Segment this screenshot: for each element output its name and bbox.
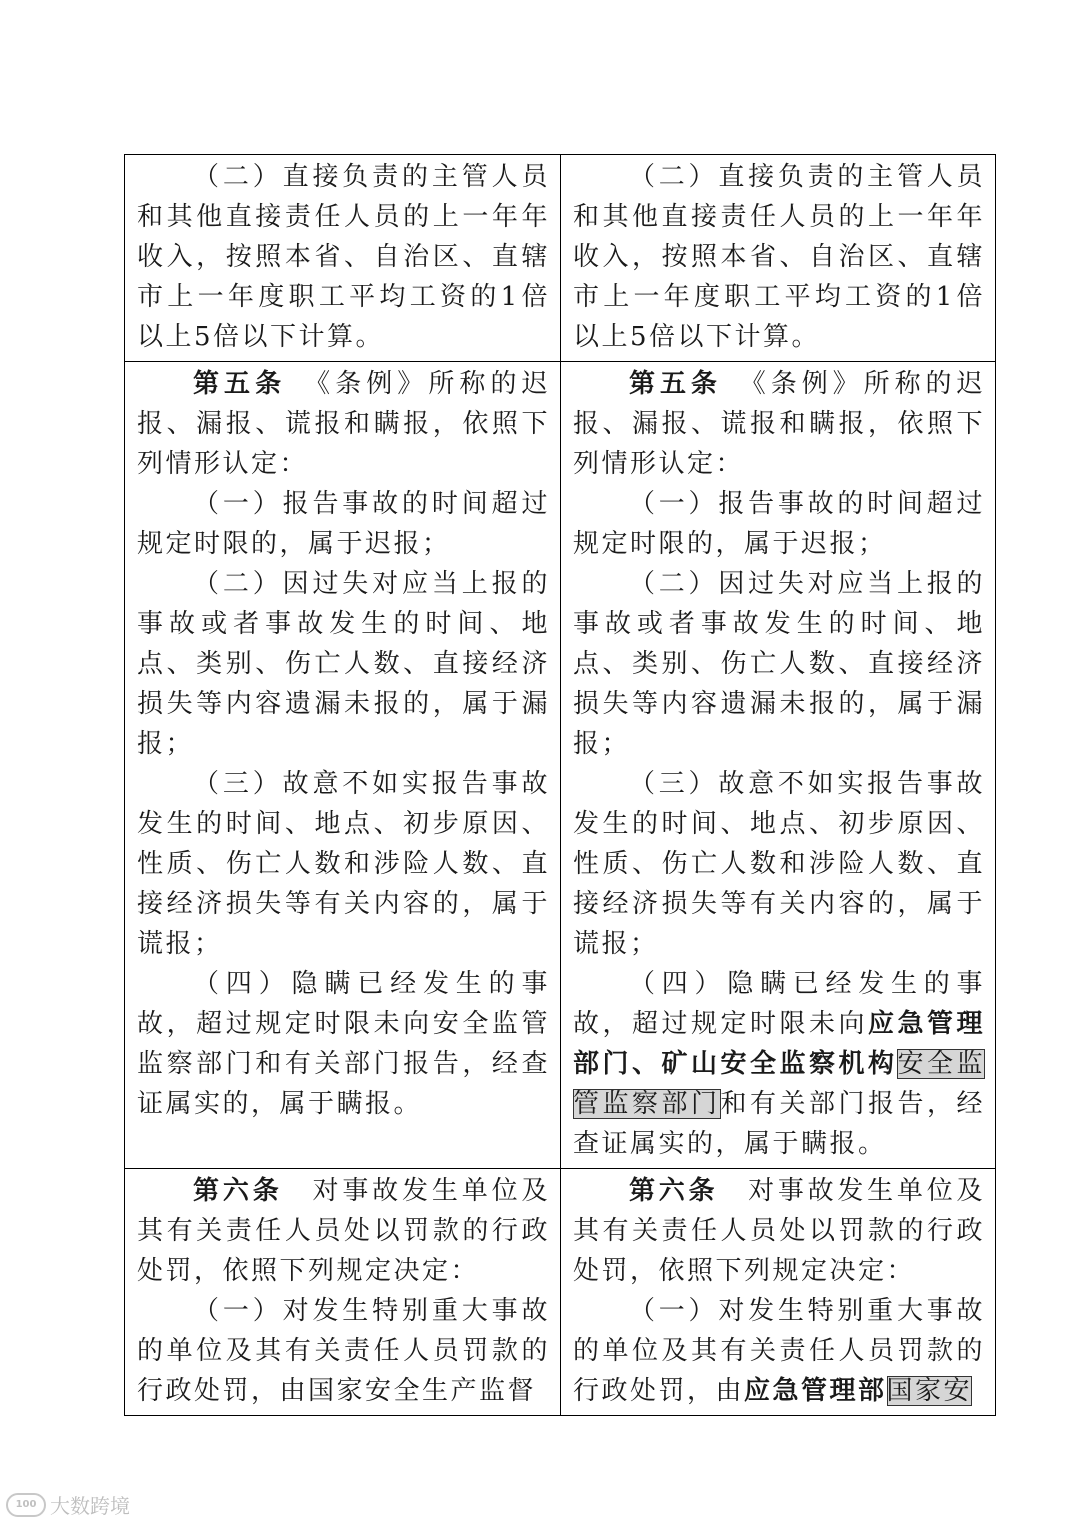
deleted-text: 国家安 bbox=[886, 1376, 973, 1406]
paragraph: （二）因过失对应当上报的事故或者事故发生的时间、地点、类别、伤亡人数、直接经济损失等内容遗漏未报的，属于漏报； bbox=[573, 569, 985, 759]
added-text: 应急管理部 bbox=[744, 1376, 887, 1406]
right-cell bbox=[561, 1169, 996, 1416]
amended-paragraph bbox=[573, 964, 985, 1164]
article-heading: 第五条 bbox=[193, 369, 287, 399]
paragraph: （三）故意不如实报告事故发生的时间、地点、初步原因、性质、伤亡人数和涉险人数、直接经济损失等有关内容的，属于谎报； bbox=[137, 769, 550, 959]
amended-paragraph bbox=[573, 1291, 985, 1411]
article-heading: 第六条 bbox=[193, 1176, 283, 1206]
paragraph-text: （四）隐瞒已经发生的事故，超过规定时限未向 bbox=[573, 969, 985, 1039]
table-row bbox=[125, 362, 996, 1169]
article-paragraph bbox=[137, 1171, 550, 1291]
paragraph-text: 和有关部门报告，经查证属实的，属于瞒报。 bbox=[573, 1089, 985, 1159]
watermark-logo-icon: 100 bbox=[6, 1493, 46, 1517]
right-cell bbox=[561, 362, 996, 1169]
comparison-table bbox=[124, 154, 996, 1416]
table-row bbox=[125, 1169, 996, 1416]
right-cell bbox=[561, 155, 996, 362]
paragraph: （二）因过失对应当上报的事故或者事故发生的时间、地点、类别、伤亡人数、直接经济损失等内容遗漏未报的，属于漏报； bbox=[137, 569, 550, 759]
article-text: 《条例》所称的迟报、漏报、谎报和瞒报，依照下列情形认定： bbox=[573, 369, 985, 479]
paragraph: （一）报告事故的时间超过规定时限的，属于迟报； bbox=[573, 489, 985, 559]
paragraph: （三）故意不如实报告事故发生的时间、地点、初步原因、性质、伤亡人数和涉险人数、直接经济损失等有关内容的，属于谎报； bbox=[573, 769, 985, 959]
table-row bbox=[125, 155, 996, 362]
left-cell bbox=[125, 155, 561, 362]
left-cell bbox=[125, 1169, 561, 1416]
article-paragraph bbox=[573, 364, 985, 484]
deleted-text: 安全监管监察部门 bbox=[573, 1049, 985, 1119]
article-text: 对事故发生单位及其有关责任人员处以罚款的行政处罚，依照下列规定决定： bbox=[573, 1176, 985, 1286]
watermark-text: 大数跨境 bbox=[50, 1494, 130, 1518]
article-heading: 第五条 bbox=[629, 369, 722, 399]
article-text: 《条例》所称的迟报、漏报、谎报和瞒报，依照下列情形认定： bbox=[137, 369, 550, 479]
left-cell bbox=[125, 362, 561, 1169]
added-text: 应急管理部门、矿山安全监察机构 bbox=[573, 1009, 985, 1079]
article-text: 对事故发生单位及其有关责任人员处以罚款的行政处罚，依照下列规定决定： bbox=[137, 1176, 550, 1286]
article-heading: 第六条 bbox=[629, 1176, 719, 1206]
article-paragraph bbox=[573, 1171, 985, 1291]
paragraph: （二）直接负责的主管人员和其他直接责任人员的上一年年收入，按照本省、自治区、直辖市上一年度职工平均工资的1倍以上5倍以下计算。 bbox=[573, 162, 985, 352]
paragraph-text: （一）对发生特别重大事故的单位及其有关责任人员罚款的行政处罚，由 bbox=[573, 1296, 985, 1406]
paragraph: （二）直接负责的主管人员和其他直接责任人员的上一年年收入，按照本省、自治区、直辖市上一年度职工平均工资的1倍以上5倍以下计算。 bbox=[137, 162, 550, 352]
paragraph: （一）报告事故的时间超过规定时限的，属于迟报； bbox=[137, 489, 550, 559]
paragraph: （四）隐瞒已经发生的事故，超过规定时限未向安全监管监察部门和有关部门报告，经查证属实的，属于瞒报。 bbox=[137, 969, 550, 1119]
watermark bbox=[6, 1490, 130, 1519]
paragraph: （一）对发生特别重大事故的单位及其有关责任人员罚款的行政处罚，由国家安全生产监督 bbox=[137, 1296, 550, 1406]
article-paragraph bbox=[137, 364, 550, 484]
